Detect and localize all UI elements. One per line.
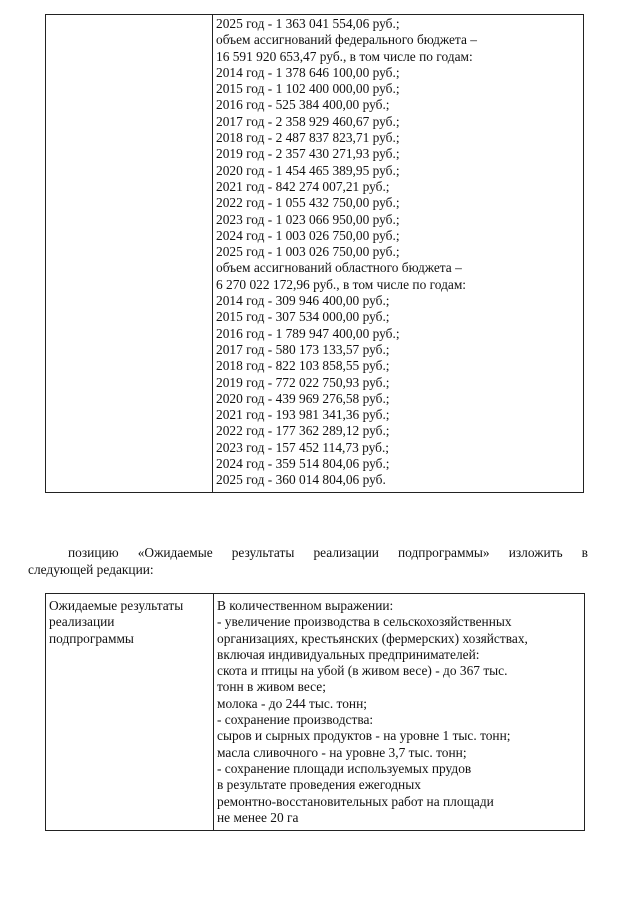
- text-line: подпрограммы: [49, 630, 134, 646]
- table-row: [46, 15, 584, 493]
- instruction-paragraph: [28, 544, 588, 578]
- text-line: 2015 год - 1 102 400 000,00 руб.;: [216, 81, 400, 97]
- table-cell-left-empty: [46, 15, 213, 493]
- text-line: 2014 год - 1 378 646 100,00 руб.;: [216, 64, 400, 80]
- text-line: 2025 год - 360 014 804,06 руб.: [216, 472, 386, 488]
- text-line: 2018 год - 822 103 858,55 руб.;: [216, 358, 390, 374]
- expected-results-table: [45, 593, 585, 831]
- text-line: сыров и сырных продуктов - на уровне 1 тыс. тонн;: [217, 728, 511, 744]
- text-line: 2022 год - 177 362 289,12 руб.;: [216, 423, 390, 439]
- text-line: 2015 год - 307 534 000,00 руб.;: [216, 309, 390, 325]
- text-line: тонн в живом весе;: [217, 679, 326, 695]
- text-line: 2021 год - 193 981 341,36 руб.;: [216, 407, 390, 423]
- position-title-cell: [46, 594, 214, 831]
- text-line: 2016 год - 525 384 400,00 руб.;: [216, 97, 390, 113]
- text-line: не менее 20 га: [217, 809, 299, 825]
- text-line: 2017 год - 2 358 929 460,67 руб.;: [216, 113, 400, 129]
- text-line: ремонтно-восстановительных работ на площади: [217, 793, 494, 809]
- text-line: - сохранение площади используемых прудов: [217, 760, 472, 776]
- text-line: - увеличение производства в сельскохозяйственных: [217, 614, 512, 630]
- text-line: 2023 год - 1 023 066 950,00 руб.;: [216, 211, 400, 227]
- text-line: 2021 год - 842 274 007,21 руб.;: [216, 178, 390, 194]
- text-line: 2020 год - 1 454 465 389,95 руб.;: [216, 162, 400, 178]
- text-line: 2020 год - 439 969 276,58 руб.;: [216, 390, 390, 406]
- position-content-cell: [214, 594, 585, 831]
- text-line: 2016 год - 1 789 947 400,00 руб.;: [216, 325, 400, 341]
- table-row: [46, 594, 585, 831]
- text-line: организациях, крестьянских (фермерских) хозяйствах,: [217, 630, 528, 646]
- text-line: включая индивидуальных предпринимателей:: [217, 646, 480, 662]
- paragraph-line: следующей редакции:: [28, 562, 154, 577]
- text-line: 6 270 022 172,96 руб., в том числе по годам:: [216, 276, 467, 292]
- funding-table: [45, 14, 584, 493]
- text-line: 2019 год - 2 357 430 271,93 руб.;: [216, 146, 400, 162]
- text-line: 2025 год - 1 363 041 554,06 руб.;: [216, 16, 400, 31]
- text-line: 2018 год - 2 487 837 823,71 руб.;: [216, 130, 400, 146]
- text-line: Ожидаемые результаты: [49, 598, 184, 613]
- text-line: масла сливочного - на уровне 3,7 тыс. тонн;: [217, 744, 467, 760]
- text-line: реализации: [49, 614, 115, 630]
- text-line: в результате проведения ежегодных: [217, 777, 421, 793]
- text-line: В количественном выражении:: [217, 598, 394, 613]
- funding-values-cell: [213, 15, 584, 493]
- text-line: 16 591 920 653,47 руб., в том числе по годам:: [216, 48, 473, 64]
- text-line: - сохранение производства:: [217, 712, 374, 728]
- text-line: 2024 год - 359 514 804,06 руб.;: [216, 456, 390, 472]
- text-line: скота и птицы на убой (в живом весе) - до 367 тыс.: [217, 663, 508, 679]
- text-line: 2019 год - 772 022 750,93 руб.;: [216, 374, 390, 390]
- text-line: объем ассигнований федерального бюджета –: [216, 32, 477, 48]
- text-line: 2025 год - 1 003 026 750,00 руб.;: [216, 244, 400, 260]
- text-line: молока - до 244 тыс. тонн;: [217, 695, 367, 711]
- text-line: 2017 год - 580 173 133,57 руб.;: [216, 341, 390, 357]
- text-line: 2022 год - 1 055 432 750,00 руб.;: [216, 195, 400, 211]
- paragraph-line: позицию «Ожидаемые результаты реализации подпрограммы» изложить в: [68, 545, 588, 560]
- text-line: 2023 год - 157 452 114,73 руб.;: [216, 439, 390, 455]
- text-line: 2014 год - 309 946 400,00 руб.;: [216, 293, 390, 309]
- text-line: объем ассигнований областного бюджета –: [216, 260, 462, 276]
- text-line: 2024 год - 1 003 026 750,00 руб.;: [216, 227, 400, 243]
